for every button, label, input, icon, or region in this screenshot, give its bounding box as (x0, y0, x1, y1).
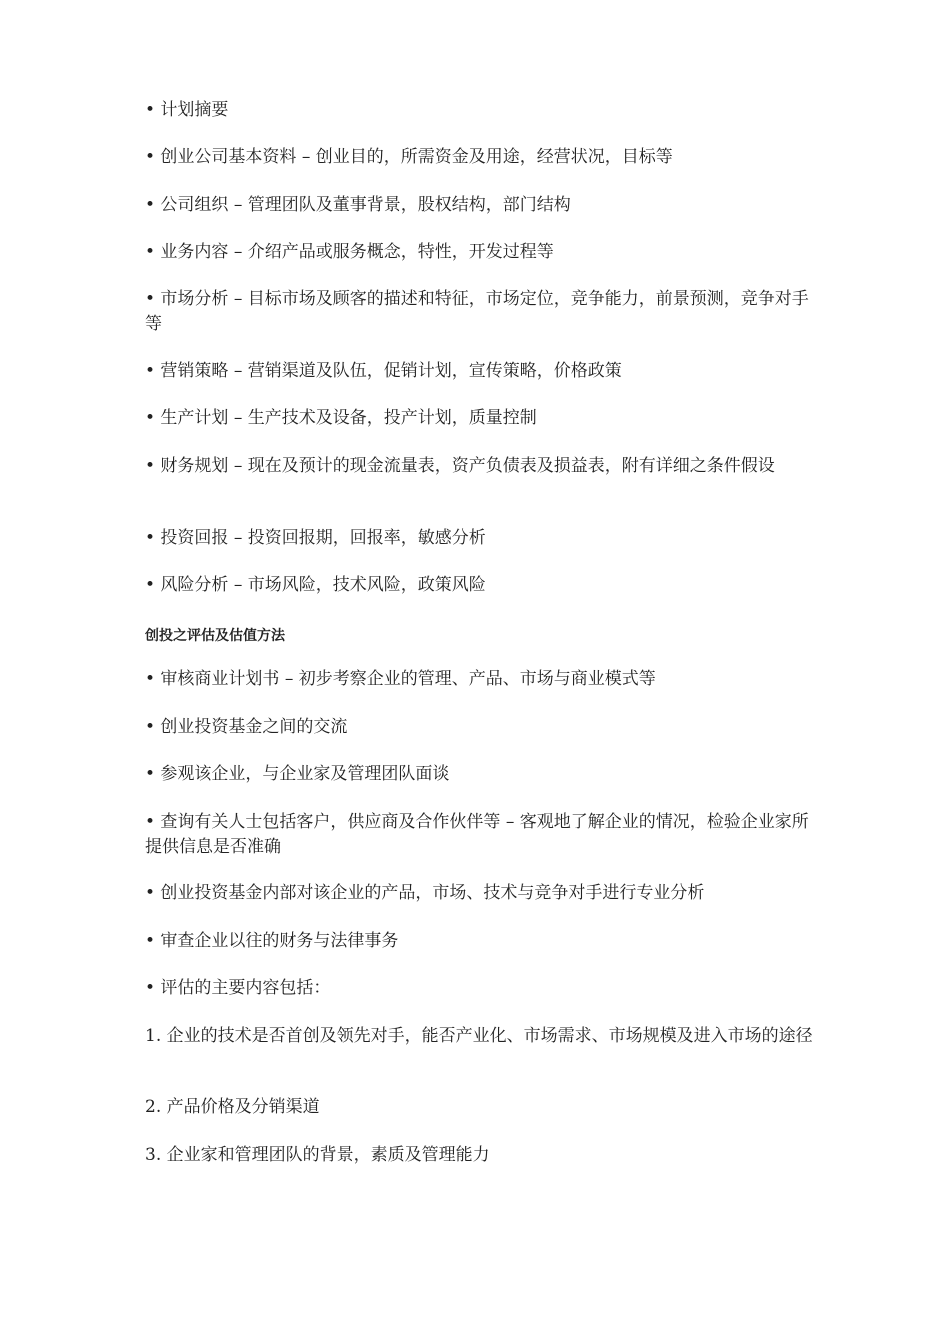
list-item: • 市场分析 – 目标市场及顾客的描述和特征，市场定位，竞争能力，前景预测，竞争对手等 (145, 289, 809, 334)
list-item: • 财务规划 – 现在及预计的现金流量表，资产负债表及损益表，附有详细之条件假设 (145, 456, 775, 476)
list-item: • 投资回报 – 投资回报期，回报率，敏感分析 (145, 528, 486, 548)
list-item: • 业务内容 – 介绍产品或服务概念，特性，开发过程等 (145, 242, 554, 262)
list-item: • 创业投资基金内部对该企业的产品，市场、技术与竞争对手进行专业分析 (145, 883, 705, 903)
list-item: • 评估的主要内容包括： (145, 978, 331, 998)
list-item: • 参观该企业，与企业家及管理团队面谈 (145, 764, 450, 784)
list-item: • 创业公司基本资料 – 创业目的，所需资金及用途，经营状况，目标等 (145, 147, 673, 167)
list-item: • 公司组织 – 管理团队及董事背景，股权结构，部门结构 (145, 195, 571, 215)
section-heading: 创投之评估及估值方法 (145, 628, 285, 644)
numbered-item: 1. 企业的技术是否首创及领先对手，能否产业化、市场需求、市场规模及进入市场的途径 (145, 1026, 813, 1046)
list-item: • 生产计划 – 生产技术及设备，投产计划，质量控制 (145, 408, 537, 428)
list-item: • 创业投资基金之间的交流 (145, 717, 348, 737)
list-item: • 营销策略 – 营销渠道及队伍，促销计划，宣传策略，价格政策 (145, 361, 622, 381)
list-item: • 计划摘要 (145, 100, 229, 120)
numbered-item: 3. 企业家和管理团队的背景，素质及管理能力 (145, 1145, 490, 1165)
list-item: • 查询有关人士包括客户，供应商及合作伙伴等 – 客观地了解企业的情况，检验企业家所提供信息是否准确 (145, 812, 809, 857)
list-item: • 审核商业计划书 – 初步考察企业的管理、产品、市场与商业模式等 (145, 669, 656, 689)
list-item: • 风险分析 – 市场风险，技术风险，政策风险 (145, 575, 486, 595)
list-item: • 审查企业以往的财务与法律事务 (145, 931, 399, 951)
numbered-item: 2. 产品价格及分销渠道 (145, 1097, 320, 1117)
